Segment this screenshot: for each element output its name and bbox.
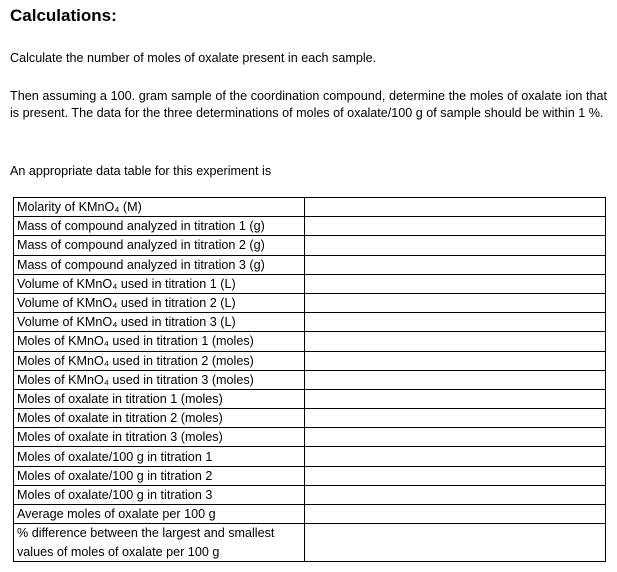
row-label: Moles of oxalate/100 g in titration 3 xyxy=(14,485,305,504)
table-row xyxy=(14,524,606,562)
row-label: Moles of KMnO₄ used in titration 3 (moles) xyxy=(14,370,305,389)
row-label: Mass of compound analyzed in titration 2 (g) xyxy=(14,236,305,255)
table-row xyxy=(14,313,606,332)
value-cell[interactable] xyxy=(305,313,606,332)
table-intro-paragraph: An appropriate data table for this experiment is xyxy=(10,164,272,178)
value-cell[interactable] xyxy=(305,351,606,370)
data-table xyxy=(13,197,606,562)
row-label: Volume of KMnO₄ used in titration 3 (L) xyxy=(14,313,305,332)
value-cell[interactable] xyxy=(305,505,606,524)
row-label: Moles of KMnO₄ used in titration 2 (moles) xyxy=(14,351,305,370)
instruction-paragraph-1: Calculate the number of moles of oxalate present in each sample. xyxy=(10,51,377,65)
value-cell[interactable] xyxy=(305,332,606,351)
table-row xyxy=(14,255,606,274)
page-title: Calculations: xyxy=(10,6,117,25)
value-cell[interactable] xyxy=(305,370,606,389)
row-label: Molarity of KMnO₄ (M) xyxy=(14,198,305,217)
table-row xyxy=(14,274,606,293)
row-label: Volume of KMnO₄ used in titration 2 (L) xyxy=(14,293,305,312)
table-row xyxy=(14,389,606,408)
value-cell[interactable] xyxy=(305,524,606,562)
row-label: Moles of oxalate in titration 1 (moles) xyxy=(14,389,305,408)
row-label: Moles of oxalate in titration 2 (moles) xyxy=(14,409,305,428)
value-cell[interactable] xyxy=(305,409,606,428)
table-row xyxy=(14,370,606,389)
row-label: Moles of oxalate in titration 3 (moles) xyxy=(14,428,305,447)
value-cell[interactable] xyxy=(305,466,606,485)
row-label: % difference between the largest and smallest values of moles of oxalate per 100 g xyxy=(14,524,305,562)
table-row xyxy=(14,293,606,312)
table-row xyxy=(14,466,606,485)
instruction-paragraph-2: Then assuming a 100. gram sample of the coordination compound, determine the moles of oxalate ion that is present. The data for the three determinations of moles of oxalate/100 g of sample should be within 1 %. xyxy=(10,89,607,120)
row-label: Moles of oxalate/100 g in titration 1 xyxy=(14,447,305,466)
value-cell[interactable] xyxy=(305,389,606,408)
table-row xyxy=(14,505,606,524)
table-row xyxy=(14,351,606,370)
table-row xyxy=(14,217,606,236)
value-cell[interactable] xyxy=(305,198,606,217)
table-row xyxy=(14,236,606,255)
value-cell[interactable] xyxy=(305,485,606,504)
value-cell[interactable] xyxy=(305,274,606,293)
value-cell[interactable] xyxy=(305,217,606,236)
value-cell[interactable] xyxy=(305,255,606,274)
value-cell[interactable] xyxy=(305,293,606,312)
row-label: Moles of KMnO₄ used in titration 1 (moles) xyxy=(14,332,305,351)
value-cell[interactable] xyxy=(305,428,606,447)
value-cell[interactable] xyxy=(305,447,606,466)
table-row xyxy=(14,409,606,428)
table-row xyxy=(14,447,606,466)
row-label: Mass of compound analyzed in titration 3 (g) xyxy=(14,255,305,274)
row-label: Mass of compound analyzed in titration 1 (g) xyxy=(14,217,305,236)
row-label: Average moles of oxalate per 100 g xyxy=(14,505,305,524)
row-label: Moles of oxalate/100 g in titration 2 xyxy=(14,466,305,485)
table-row xyxy=(14,198,606,217)
row-label: Volume of KMnO₄ used in titration 1 (L) xyxy=(14,274,305,293)
value-cell[interactable] xyxy=(305,236,606,255)
table-row xyxy=(14,428,606,447)
table-row xyxy=(14,332,606,351)
table-row xyxy=(14,485,606,504)
